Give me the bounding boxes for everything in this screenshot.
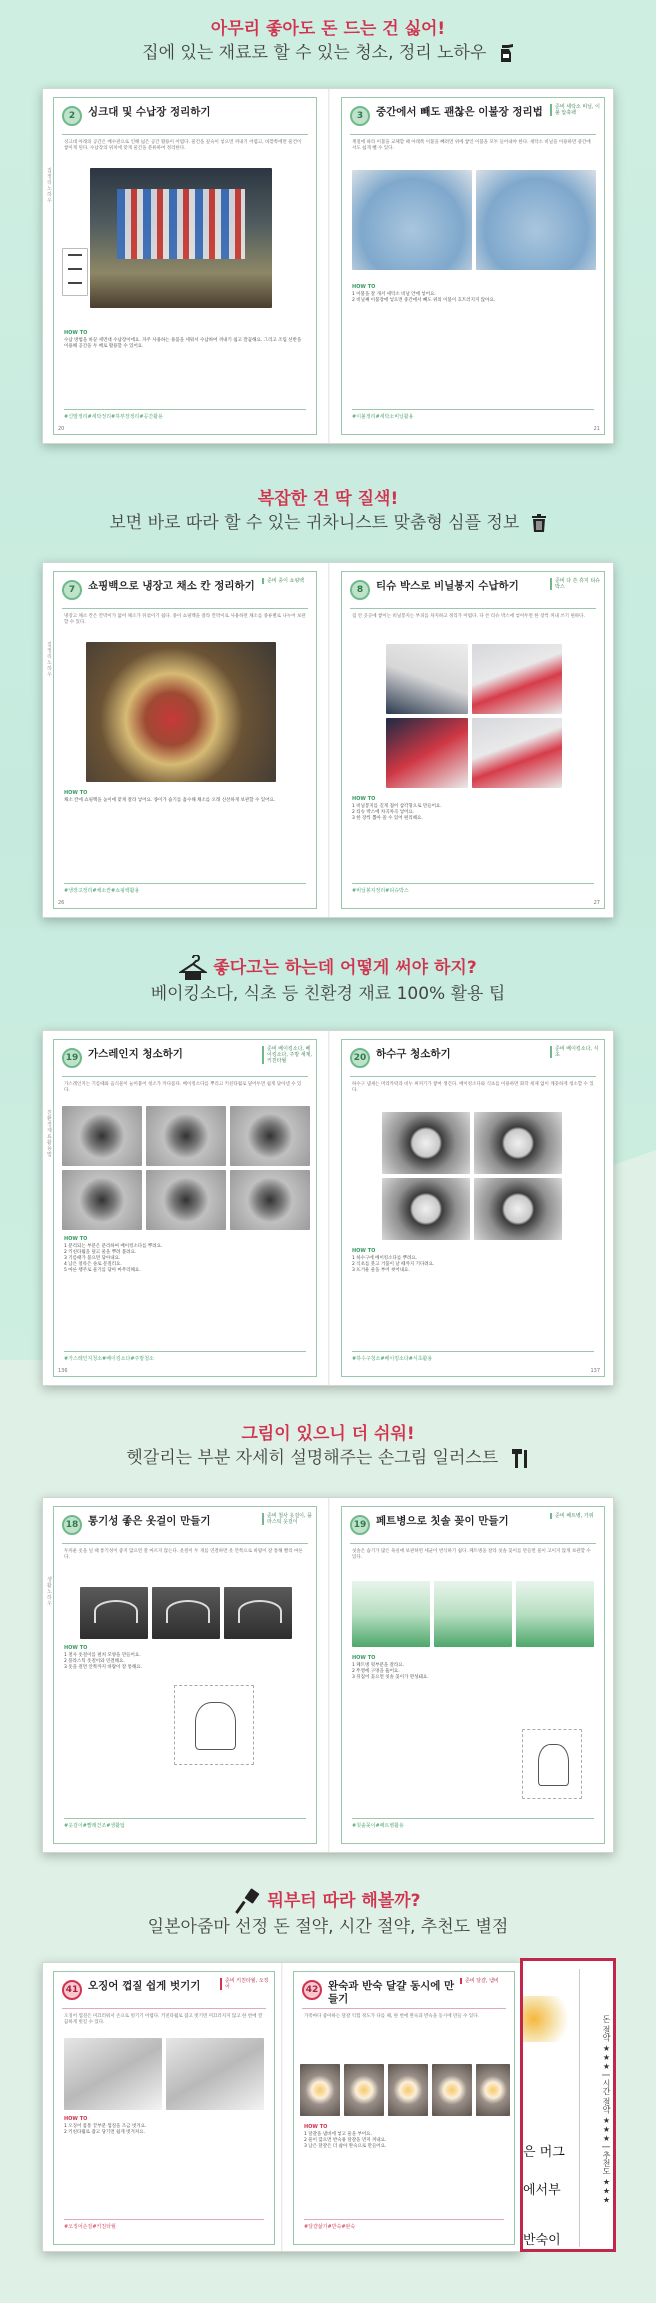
egg-photo-3 — [388, 2064, 428, 2116]
zoom-text-3: 반숙이 — [523, 2233, 561, 2248]
page-left — [53, 1971, 275, 2245]
section-5-subheadline: 일본아줌마 선정 돈 절약, 시간 절약, 추천도 별점 — [147, 1917, 509, 1937]
steps-text: 1 이불을 잘 개서 세탁소 비닐 안에 넣어요. 2 비닐째 이불장에 넣으면 중간에서 빼도 위의 이불이 흐트러지지 않아요. — [352, 292, 496, 303]
section-4-headline: 그림이 있으니 더 쉬워! — [241, 1424, 415, 1444]
drain-photo-1 — [382, 1112, 470, 1174]
howto-label: HOW TO — [304, 2124, 328, 2130]
section-3-headline: 좋다고는 하는데 어떻게 써야 하지? — [213, 958, 477, 978]
rack-illustration — [62, 248, 88, 296]
howto-label: HOW TO — [64, 330, 88, 336]
page-right — [341, 571, 605, 909]
step-number-badge: 19 — [62, 1048, 82, 1068]
prep-list: 준비 세탁소 비닐, 이불 압축팩 — [550, 104, 600, 116]
page-title: 가스레인지 청소하기 — [88, 1048, 183, 1060]
hashtags: #가스레인지청소#베이킹소다#주방청소 — [64, 1351, 306, 1362]
prep-list: 준비 다 쓴 휴지 티슈 박스 — [550, 578, 600, 590]
howto-label: HOW TO — [64, 1645, 88, 1651]
intro-text: 계절에 따라 이불을 교체할 때 아래쪽 이불을 빼려면 위에 쌓인 이불을 모두 들어내야 한다. 세탁소 비닐을 이용하면 중간에서도 쉽게 뺄 수 있다. — [352, 140, 591, 151]
section-1-headline: 아무리 좋아도 돈 드는 건 싫어! — [210, 19, 446, 39]
step-number-badge: 41 — [62, 1980, 82, 2000]
bottle-photo-1 — [352, 1581, 430, 1647]
steps-text: 채소 칸에 쇼핑백을 높이에 맞게 잘라 넣어요. 종이가 습기를 흡수해 채소를 오래 신선하게 보관할 수 있어요. — [64, 798, 276, 803]
toothbrush-holder-sketch — [522, 1729, 582, 1799]
sink-cabinet-photo — [90, 168, 272, 308]
page-title: 티슈 박스로 비닐봉지 수납하기 — [376, 580, 519, 592]
stove-photo-1 — [62, 1106, 142, 1166]
section-5-headline: 뭐부터 따라 해볼까? — [267, 1891, 421, 1911]
intro-text: 두꺼운 옷을 널 때 통기성이 좋지 않으면 잘 마르지 않는다. 옷걸이 두 개를 연결하면 옷 안쪽으로 바람이 잘 통해 빨리 마른다. — [64, 1549, 303, 1560]
hashtags: #신발정리#세탁정리#하부장정리#공간활용 — [64, 409, 306, 420]
stove-photo-3 — [230, 1106, 310, 1166]
page-title: 중간에서 빼도 괜찮은 이불장 정리법 — [376, 106, 543, 118]
bag-photo-1 — [386, 644, 468, 714]
section-2-subheadline: 보면 바로 따라 할 수 있는 귀차니스트 맞춤형 심플 정보 — [109, 513, 520, 533]
steps-text: 1 분리되는 부분은 분리하여 베이킹소다를 뿌려요. 2 키친타월을 덮고 물을 뿌려 불려요. 3 기름때가 불으면 닦아내요. 4 남은 얼룩은 솔로 문질러요. 5 마른 행주로 물기를 닦아 마무리해요. — [64, 1244, 163, 1273]
egg-photo-5 — [476, 2064, 510, 2116]
hashtags: #이불정리#세탁소비닐활용 — [352, 409, 594, 420]
steps-text: 수납 방법을 바꾼 세면대 수납장이에요. 자주 사용하는 용품을 세워서 수납하여 꺼내기 쉽고 깔끔해요. 그리고 조립 선반을 이용해 공간을 두 배로 활용할 수 있어요. — [64, 338, 302, 349]
steps-text: 1 하수구에 베이킹소다를 뿌려요. 2 식초를 붓고 거품이 날 때까지 기다려요. 3 뜨거운 물을 부어 씻어내요. — [352, 1256, 435, 1273]
step-number-badge: 8 — [350, 580, 370, 600]
hanger-photo-3 — [224, 1587, 292, 1639]
section-1-subheadline: 집에 있는 재료로 할 수 있는 청소, 정리 노하우 — [142, 43, 487, 63]
stove-photo-4 — [62, 1170, 142, 1230]
prep-list: 준비 베이킹소다, 베이킹소다, 주방 세제, 키친타월 — [262, 1046, 312, 1064]
rating-zoom-callout — [520, 1958, 616, 2252]
intro-text: 싱크대 아래의 공간은 배수관으로 인해 넓은 공간 활용이 어렵다. 물건을 깊숙이 넣으면 꺼내기 어렵고, 바깥쪽에만 물건이 쌓이게 된다. 수납장의 위치에 맞게 물건을 분류하여 정리한다. — [64, 140, 302, 151]
hashtags: #칫솔꽂이#페트병활용 — [352, 1818, 594, 1829]
prep-list: 준비 철사 옷걸이, 플라스틱 옷걸이 — [262, 1513, 312, 1525]
step-number-badge: 42 — [302, 1980, 322, 2000]
steps-text: 1 오징어 몸통 끝부분 껍질을 조금 벗겨요. 2 키친타월로 잡고 당기면 쉽게 벗겨져요. — [64, 2124, 147, 2135]
steps-text: 1 페트병 윗부분을 잘라요. 2 뚜껑에 구멍을 뚫어요. 3 뒤집어 꽂으면 칫솔 꽂이가 완성돼요. — [352, 1663, 429, 1680]
bottle-photo-2 — [434, 1581, 512, 1647]
hashtags: #달걀삶기#반숙#완숙 — [304, 2219, 504, 2230]
vertical-text: 집 정리 노하우 — [47, 168, 52, 204]
intro-text: 가스레인지는 기름때와 음식물이 눌어붙어 청소가 까다롭다. 베이킹소다를 뿌리고 키친타월로 덮어두면 쉽게 닦아낼 수 있다. — [64, 1082, 302, 1093]
howto-label: HOW TO — [64, 2116, 88, 2122]
prep-list: 준비 페트병, 가위 — [550, 1513, 600, 1519]
sweater-sketch — [174, 1685, 254, 1765]
section-2-headline: 복잡한 건 딱 질색! — [257, 489, 399, 509]
prep-list: 준비 달걀, 냄비 — [460, 1978, 510, 1984]
howto-label: HOW TO — [352, 796, 376, 802]
hashtags: #오징어손질#키친타월 — [64, 2219, 264, 2230]
step-number-badge: 2 — [62, 106, 82, 126]
intro-text: 가족마다 좋아하는 달걀 익힘 정도가 다를 때, 한 번에 완숙과 반숙을 동시에 만들 수 있다. — [304, 2014, 480, 2019]
spatula-icon — [235, 1888, 261, 1914]
intro-text: 집 안 곳곳에 쌓이는 비닐봉지는 부피를 차지하고 정리가 어렵다. 다 쓴 티슈 박스에 넣어두면 한 장씩 꺼내 쓰기 편하다. — [352, 614, 585, 619]
vegetable-drawer-photo — [86, 642, 276, 782]
hashtags: #비닐봉지정리#티슈박스 — [352, 883, 594, 894]
section-5-header — [0, 1888, 656, 1938]
page-title: 쇼핑백으로 냉장고 채소 칸 정리하기 — [88, 580, 255, 592]
page-number: 137 — [590, 1368, 600, 1374]
book-spread-2 — [42, 562, 614, 918]
hashtags: #냉장고정리#채소칸#쇼핑백활용 — [64, 883, 306, 894]
howto-label: HOW TO — [64, 790, 88, 796]
zoom-text-1: 은 머그 — [523, 2145, 565, 2160]
intro-text: 냉장고 채소 칸은 칸막이가 없어 채소가 뒤섞이기 쉽다. 종이 쇼핑백을 잘라 칸막이로 사용하면 채소를 종류별로 나누어 보관할 수 있다. — [64, 614, 306, 625]
page-number: 27 — [593, 900, 600, 906]
step-number-badge: 19 — [350, 1515, 370, 1535]
page-left — [47, 571, 317, 909]
page-number: 136 — [58, 1368, 68, 1374]
page-right — [341, 97, 605, 435]
step-number-badge: 18 — [62, 1515, 82, 1535]
drain-photo-3 — [382, 1178, 470, 1240]
page-right — [341, 1039, 605, 1377]
page-left — [47, 1506, 317, 1844]
page-number: 21 — [593, 426, 600, 432]
prep-list: 준비 키친타월, 오징어 — [220, 1978, 270, 1990]
hashtags: #옷걸이#빨래건조#생활팁 — [64, 1818, 306, 1829]
page-left — [47, 1039, 317, 1377]
page-title: 완숙과 반숙 달걀 동시에 만들기 — [328, 1980, 455, 2005]
book-spread-5 — [42, 1962, 522, 2252]
stove-photo-6 — [230, 1170, 310, 1230]
egg-photo-1 — [300, 2064, 340, 2116]
stove-photo-5 — [146, 1170, 226, 1230]
page-title: 하수구 청소하기 — [376, 1048, 451, 1060]
section-1-header — [0, 18, 656, 64]
page-number: 26 — [58, 900, 65, 906]
steps-text: 1 달걀을 냄비에 넣고 물을 부어요. 2 물이 끓으면 반숙용 달걀을 먼저 꺼내요. 3 남은 달걀은 더 삶아 완숙으로 만들어요. — [304, 2132, 387, 2149]
blanket-photo-2 — [476, 170, 596, 270]
page-title: 오징어 껍질 쉽게 벗기기 — [88, 1980, 201, 1992]
page-right — [293, 1971, 515, 2245]
drain-photo-4 — [474, 1178, 562, 1240]
section-3-header — [0, 955, 656, 1005]
section-4-header — [0, 1423, 656, 1469]
intro-text: 칫솔은 습기가 많은 욕실에 보관하면 세균이 번식하기 쉽다. 페트병을 잘라 칫솔 꽂이를 만들면 물이 고이지 않게 보관할 수 있다. — [352, 1549, 591, 1560]
bag-photo-3 — [386, 718, 468, 788]
bag-photo-4 — [472, 718, 562, 788]
bag-photo-2 — [472, 644, 562, 714]
rating-tab: 돈 절약 ★★★ | 시간 절약 ★★★ | 추천도 ★★★ — [579, 1969, 613, 2247]
section-4-subheadline: 헷갈리는 부분 자세히 설명해주는 손그림 일러스트 — [126, 1448, 499, 1468]
howto-label: HOW TO — [352, 1248, 376, 1254]
hanger-icon — [179, 955, 207, 981]
howto-label: HOW TO — [352, 284, 376, 290]
steps-text: 1 철사 옷걸이를 펼쳐 모양을 만들어요. 2 플라스틱 옷걸이와 연결해요. 3 옷을 걸면 안쪽까지 바람이 잘 통해요. — [64, 1653, 143, 1670]
page-number: 20 — [58, 426, 65, 432]
hashtags: #하수구청소#베이킹소다#식초활용 — [352, 1351, 594, 1362]
page-title: 페트병으로 칫솔 꽂이 만들기 — [376, 1515, 509, 1527]
egg-photo-4 — [432, 2064, 472, 2116]
bottle-photo-3 — [516, 1581, 594, 1647]
page-title: 싱크대 및 수납장 정리하기 — [88, 106, 211, 118]
vertical-text: 친환경 재료 활용법 — [47, 1110, 52, 1158]
vertical-text: 집 정리 노하우 — [47, 642, 52, 678]
trash-can-icon — [531, 514, 547, 532]
egg-photo-2 — [344, 2064, 384, 2116]
squid-photo-2 — [166, 2038, 264, 2110]
spray-bottle-icon — [498, 43, 514, 63]
zoom-text-2: 에서부 — [523, 2183, 561, 2198]
steps-text: 1 비닐봉지를 길게 접어 삼각형으로 만들어요. 2 티슈 박스에 차곡차곡 넣어요. 3 한 장씩 뽑아 쓸 수 있어 편리해요. — [352, 804, 442, 821]
hanger-photo-2 — [152, 1587, 220, 1639]
book-spread-4 — [42, 1497, 614, 1853]
step-number-badge: 3 — [350, 106, 370, 126]
book-spread-3 — [42, 1030, 614, 1386]
page-left — [47, 97, 317, 435]
intro-text: 하수구 냄새는 머리카락과 비누 찌꺼기가 쌓여 생긴다. 베이킹소다와 식초를 이용하면 화학 세제 없이 깨끗하게 청소할 수 있다. — [352, 1082, 594, 1093]
howto-label: HOW TO — [352, 1655, 376, 1661]
howto-label: HOW TO — [64, 1236, 88, 1242]
section-3-subheadline: 베이킹소다, 식초 등 친환경 재료 100% 활용 팁 — [150, 984, 506, 1004]
blanket-photo-1 — [352, 170, 472, 270]
stove-photo-2 — [146, 1106, 226, 1166]
drain-photo-2 — [474, 1112, 562, 1174]
prep-list: 준비 베이킹소다, 식초 — [550, 1046, 600, 1058]
page-right — [341, 1506, 605, 1844]
book-spread-1 — [42, 88, 614, 444]
hammer-icon — [510, 1447, 530, 1469]
step-number-badge: 7 — [62, 580, 82, 600]
squid-photo-1 — [64, 2038, 162, 2110]
intro-text: 오징어 껍질은 미끄러워서 손으로 벗기기 어렵다. 키친타월로 잡고 벗기면 미끄러지지 않고 한 번에 깔끔하게 벗길 수 있다. — [64, 2014, 263, 2025]
vertical-text: 생활 노하우 — [47, 1577, 52, 1607]
section-2-header — [0, 488, 656, 534]
page-title: 통기성 좋은 옷걸이 만들기 — [88, 1515, 211, 1527]
hanger-photo-1 — [80, 1587, 148, 1639]
egg-closeup — [523, 1996, 578, 2042]
prep-list: 준비 종이 쇼핑백 — [262, 578, 312, 584]
step-number-badge: 20 — [350, 1048, 370, 1068]
